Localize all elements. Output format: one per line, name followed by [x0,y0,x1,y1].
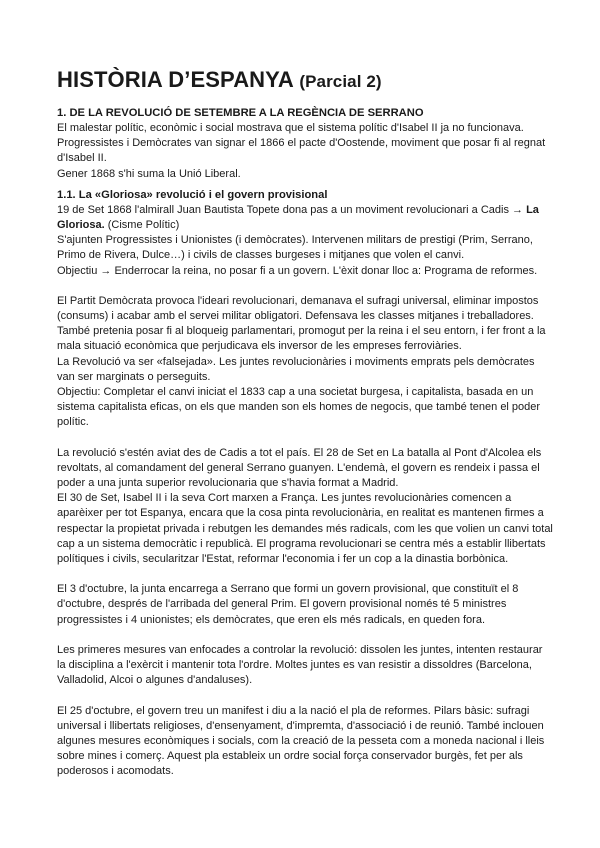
section-1-1-line-2: S'ajunten Progressistes i Unionistes (i demòcrates). Intervenen militars de prestigi (Prim, Serrano, Primo de Rivera, Dulce…) i civils de classes burgeses i mitjanes que volen el canvi. [57,234,533,262]
section-1-1-line-3: Objectiu → Enderrocar la reina, no posar fi a un govern. L'èxit donar lloc a: Programa de reformes. [57,264,538,277]
paragraph-revolution-2: El 30 de Set, Isabel II i la seva Cort marxen a França. Les juntes revolucionàries comencen a aparèixer per tot Espanya, encara que la cosa pinta revolucionària, en realitat es mantenen firmes a respectar la propietat privada i rebutgen les demandes més radicals, com les que volien un canvi total cap a un sistema democràtic i republicà. El programa revolucionari se centra més a establir llibertats polítiques i civils, secularitzar l'Estat, reformar l'economia i fer un cop a la dinastia borbònica. [57,492,553,566]
title-subtitle: (Parcial 2) [299,72,382,91]
paragraph-democrats-3: Objectiu: Completar el canvi iniciat el 1833 cap a una societat burgesa, i capitalista, basada en un sistema capitalista eficas, on els que manden son els homes de negocis, que també tenen el poder polític. [57,386,541,429]
section-1-1-line-1 [57,203,554,233]
section-1-paragraph-2: Gener 1868 s'hi suma la Unió Liberal. [57,167,241,180]
gloriosa-note: (Cisme Polític) [104,219,180,232]
paragraph-october-25: El 25 d'octubre, el govern treu un manifest i diu a la nació el pla de reformes. Pilars bàsic: sufragi universal i llibertats religioses, d'ensenyament, d'impremta, d'associació i de reunió. També inclouen algunes mesures econòmiques i socials, com la creació de la pesseta com a moneda nacional i lleis sobre mines i comerç. Aquest pla estableix un ordre social força conservador burgès, fet per als poderosos i acomodats. [57,704,545,778]
paragraph-october-3: El 3 d'octubre, la junta encarrega a Serrano que formi un govern provisional, que constituït el 8 d'octubre, després de l'arribada del general Prim. El govern provisional només té 5 ministres progressistes i 4 unionistes; els demòcrates, que eren els més radicals, en queden fora. [57,583,519,626]
paragraph-first-measures: Les primeres mesures van enfocades a controlar la revolució: dissolen les juntes, intenten restaurar la disciplina a l'exèrcit i mantenir tota l'ordre. Moltes juntes es van resistir a dissoldres (Barcelona, Valladolid, Alcoi o algunes d'andaluses). [57,643,543,687]
section-1-heading: 1. DE LA REVOLUCIÓ DE SETEMBRE A LA REGÈNCIA DE SERRANO [57,107,424,119]
page-title [57,66,554,96]
gloriosa-intro: 19 de Set 1868 l'almirall Juan Bautista Topete dona pas a un moviment revolucionari a Cadis → [57,203,524,216]
title-main: HISTÒRIA D’ESPANYA [57,67,294,92]
paragraph-democrats-2: La Revolució va ser «falsejada». Les juntes revolucionàries i moviments emprats pels demòcrates van ser marginats o perseguits. [57,355,535,383]
section-1-1-heading: 1.1. La «Gloriosa» revolució i el govern provisional [57,188,328,201]
gloriosa-bold: La Gloriosa. [57,203,539,232]
section-1-paragraph-1: El malestar polític, econòmic i social mostrava que el sistema polític d'Isabel II ja no funcionava. Progressistes i Demòcrates van signar el 1866 el pacte d'Oostende, moviment que posar fi al regnat d'Isabel II. [57,122,546,165]
paragraph-revolution-1: La revolució s'estén aviat des de Cadis a tot el país. El 28 de Set en La batalla al Pont d'Alcolea els revoltats, al comandament del general Serrano guanyen. L'endemà, el govern es rendeix i passa el poder a una junta superior revolucionaria que s'havia format a Madrid. [57,446,542,490]
paragraph-democrats-1: El Partit Demòcrata provoca l'ideari revolucionari, demanava el sufragi universal, eliminar impostos (consums) i acabar amb el servei militar obligatori. Defensava les classes mitjanes i treballadores. També pretenia posar fi al bloqueig parlamentari, promogut per la reina i el seu entorn, i fer front a la mala situació econòmica que perjudicava els inversor de les empreses ferroviàries. [57,294,546,353]
